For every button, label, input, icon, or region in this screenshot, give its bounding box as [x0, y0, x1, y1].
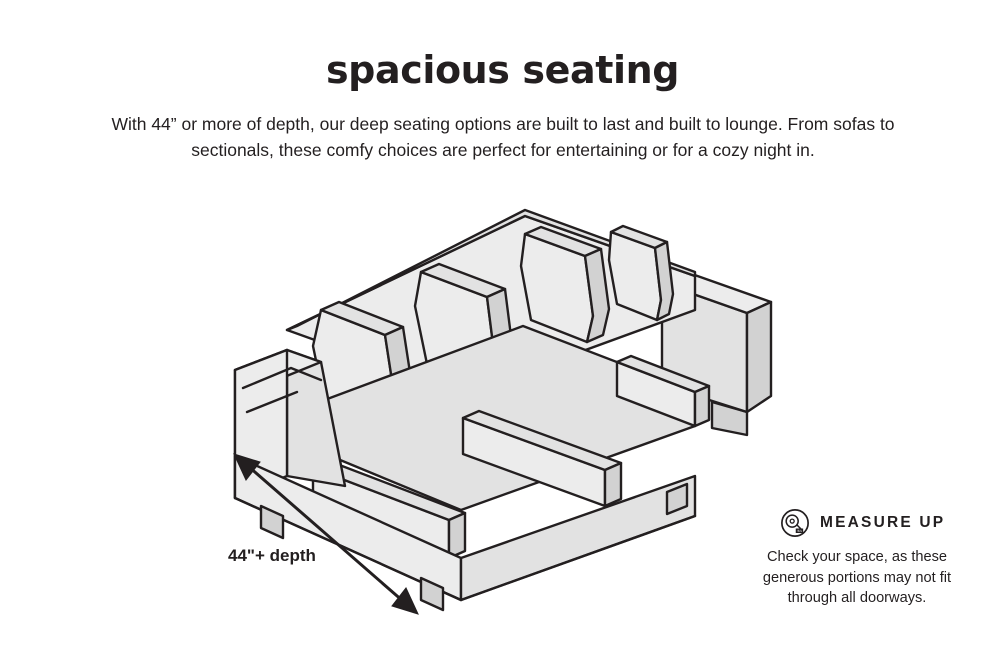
page-title: spacious seating — [325, 48, 680, 92]
tape-measure-icon — [780, 508, 810, 538]
measure-up-title: MEASURE UP — [820, 514, 946, 531]
depth-label: 44"+ depth — [228, 546, 316, 565]
measure-up-header — [742, 508, 972, 538]
measure-up-callout — [742, 508, 972, 609]
page-description: With 44” or more of depth, our deep seating options are built to last and built to lounge. From sofas to sectionals, these comfy choices are perfect for entertaining or for a cozy night in. — [111, 114, 895, 160]
depth-dimension-arrow — [228, 440, 428, 630]
measure-up-text: Check your space, as these generous portions may not fit through all doorways. — [762, 549, 952, 607]
